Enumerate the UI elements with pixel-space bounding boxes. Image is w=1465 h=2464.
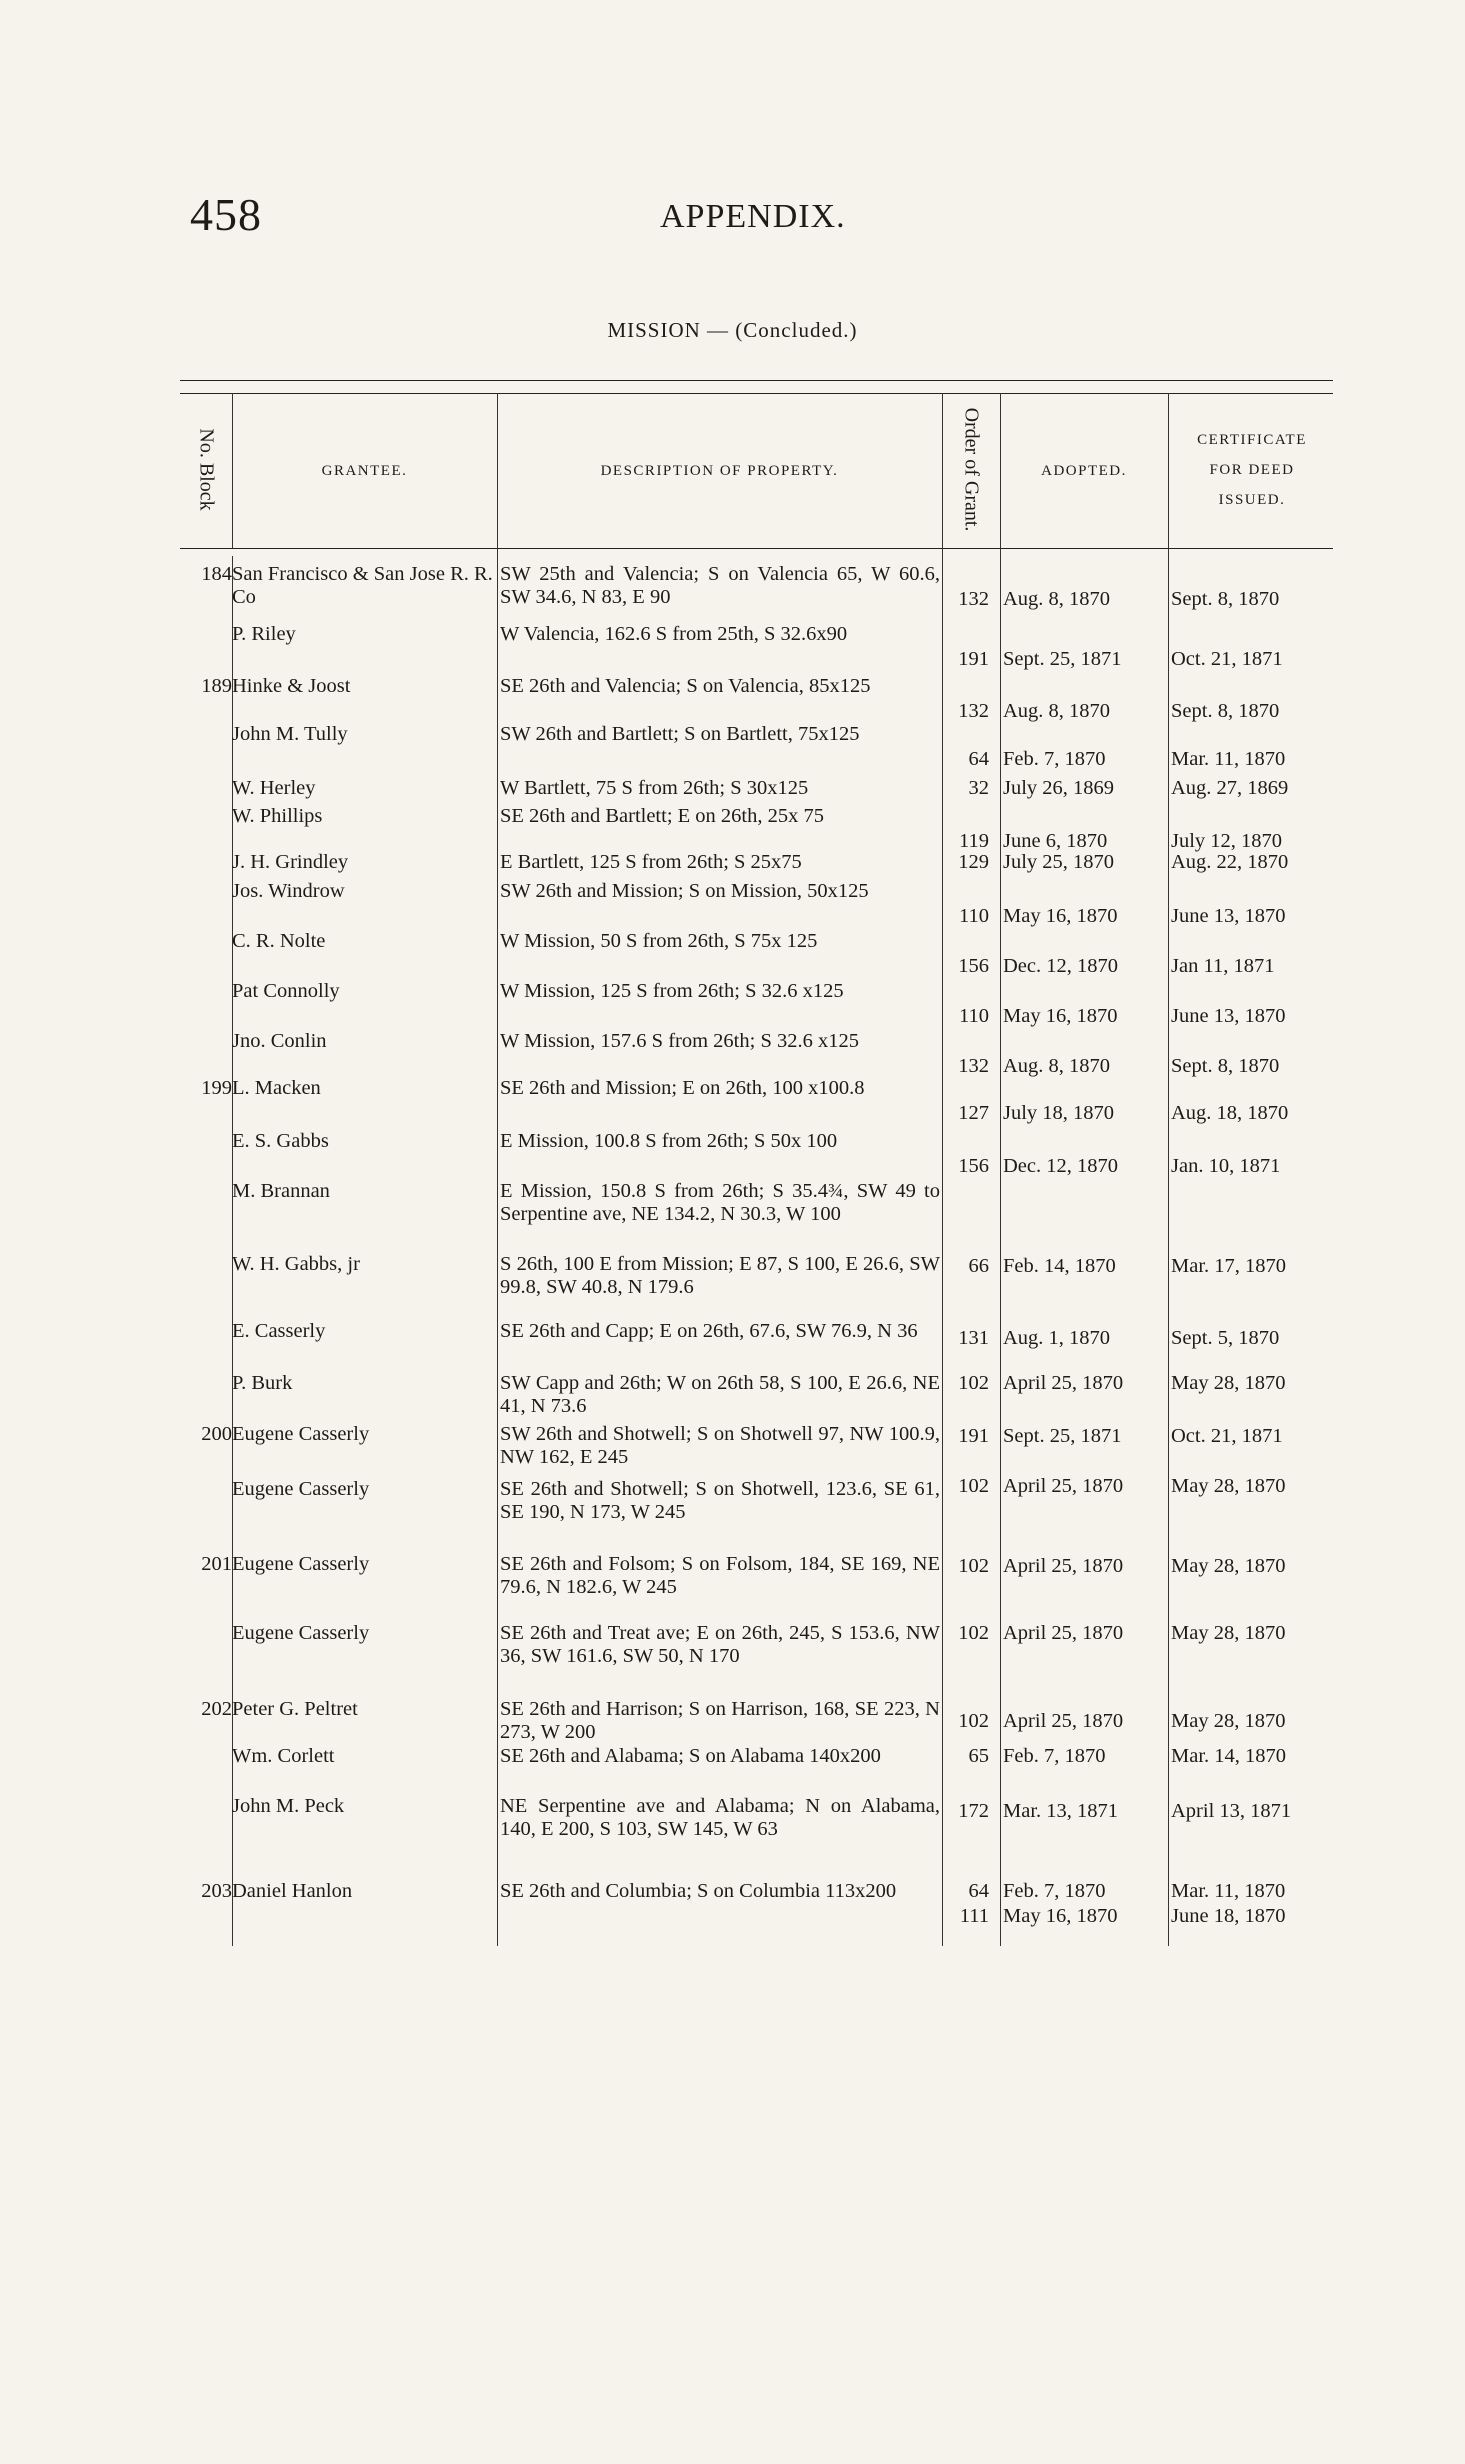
adopted-date: Feb. 7, 1870 <box>1003 1880 1106 1902</box>
adopted-date: Sept. 25, 1871 <box>1003 1425 1122 1447</box>
property-description: SE 26th and Mission; E on 26th, 100 x100.8 <box>500 1077 865 1099</box>
certificate-date: May 28, 1870 <box>1171 1622 1286 1644</box>
grantee-name: E. S. Gabbs <box>232 1130 329 1152</box>
adopted-date: July 18, 1870 <box>1003 1102 1115 1124</box>
table-top-rule <box>180 380 1333 381</box>
certificate-date: Oct. 21, 1871 <box>1171 648 1283 670</box>
order-of-grant: 131 <box>958 1327 989 1349</box>
order-of-grant: 66 <box>968 1255 989 1277</box>
property-description: W Mission, 50 S from 26th, S 75x 125 <box>500 930 818 952</box>
certificate-date: Mar. 11, 1870 <box>1171 748 1286 770</box>
property-description: SW 26th and Mission; S on Mission, 50x125 <box>500 880 869 902</box>
certificate-date: Jan 11, 1871 <box>1171 955 1275 977</box>
grantee-name: L. Macken <box>232 1077 321 1099</box>
certificate-date: Aug. 22, 1870 <box>1171 851 1289 873</box>
certificate-date: May 28, 1870 <box>1171 1555 1286 1577</box>
table-header-rule <box>180 548 1333 549</box>
grantee-name: Peter G. Peltret <box>232 1698 358 1720</box>
header-description: DESCRIPTION OF PROPERTY. <box>600 463 839 479</box>
property-description: SE 26th and Shotwell; S on Shotwell, 123.6, SE 61, SE 190, N 173, W 245 <box>500 1478 940 1523</box>
block-number: 200 <box>201 1423 232 1445</box>
order-of-grant: 129 <box>958 851 989 873</box>
property-description: S 26th, 100 E from Mission; E 87, S 100, E 26.6, SW 99.8, SW 40.8, N 179.6 <box>500 1253 940 1298</box>
grantee-name: Eugene Casserly <box>232 1423 370 1445</box>
grantee-name: Daniel Hanlon <box>232 1880 353 1902</box>
order-of-grant: 102 <box>958 1710 989 1732</box>
grantee-name: Eugene Casserly <box>232 1622 370 1644</box>
certificate-date: June 13, 1870 <box>1171 1005 1286 1027</box>
adopted-date: Aug. 1, 1870 <box>1003 1327 1111 1349</box>
property-description: W Mission, 125 S from 26th; S 32.6 x125 <box>500 980 844 1002</box>
certificate-date: May 28, 1870 <box>1171 1710 1286 1732</box>
column-divider <box>497 393 498 1946</box>
property-description: E Mission, 100.8 S from 26th; S 50x 100 <box>500 1130 838 1152</box>
adopted-date: April 25, 1870 <box>1003 1710 1124 1732</box>
order-of-grant: 127 <box>958 1102 989 1124</box>
grantee-name: Jno. Conlin <box>232 1030 327 1052</box>
grantee-name: J. H. Grindley <box>232 851 349 873</box>
block-number: 199 <box>201 1077 232 1099</box>
adopted-date: Dec. 12, 1870 <box>1003 955 1119 977</box>
property-description: SW Capp and 26th; W on 26th 58, S 100, E 26.6, NE 41, N 73.6 <box>500 1372 940 1417</box>
header-certificate-line: CERTIFICATE <box>1197 432 1307 448</box>
grantee-name: Hinke & Joost <box>232 675 351 697</box>
section-title: MISSION — (Concluded.) <box>607 318 858 342</box>
adopted-date: Feb. 7, 1870 <box>1003 1745 1106 1767</box>
header-order: Order of Grant. <box>960 407 983 532</box>
adopted-date: May 16, 1870 <box>1003 1905 1118 1927</box>
adopted-date: Aug. 8, 1870 <box>1003 700 1111 722</box>
certificate-date: June 18, 1870 <box>1171 1905 1286 1927</box>
grantee-name: Eugene Casserly <box>232 1478 370 1500</box>
block-number: 184 <box>201 563 232 585</box>
order-of-grant: 64 <box>968 1880 989 1902</box>
grantee-name: M. Brannan <box>232 1180 330 1202</box>
adopted-date: April 25, 1870 <box>1003 1622 1124 1644</box>
certificate-date: Sept. 8, 1870 <box>1171 1055 1280 1077</box>
grantee-name: P. Riley <box>232 623 296 645</box>
property-description: E Mission, 150.8 S from 26th; S 35.4¾, SW 49 to Serpentine ave, NE 134.2, N 30.3, W 100 <box>500 1180 940 1225</box>
header-certificate-line: ISSUED. <box>1218 492 1286 508</box>
order-of-grant: 102 <box>958 1372 989 1394</box>
property-description: SE 26th and Valencia; S on Valencia, 85x125 <box>500 675 871 697</box>
block-number: 202 <box>201 1698 232 1720</box>
certificate-date: Aug. 27, 1869 <box>1171 777 1289 799</box>
block-number: 189 <box>201 675 232 697</box>
adopted-date: July 26, 1869 <box>1003 777 1115 799</box>
order-of-grant: 156 <box>958 955 989 977</box>
order-of-grant: 102 <box>958 1475 989 1497</box>
order-of-grant: 110 <box>959 905 989 927</box>
order-of-grant: 191 <box>958 648 989 670</box>
adopted-date: Aug. 8, 1870 <box>1003 588 1111 610</box>
order-of-grant: 132 <box>958 1055 989 1077</box>
order-of-grant: 119 <box>959 830 989 852</box>
order-of-grant: 102 <box>958 1555 989 1577</box>
order-of-grant: 132 <box>958 700 989 722</box>
header-certificate-line: FOR DEED <box>1209 462 1295 478</box>
order-of-grant: 111 <box>959 1905 989 1927</box>
property-description: W Bartlett, 75 S from 26th; S 30x125 <box>500 777 809 799</box>
grantee-name: W. Herley <box>232 777 316 799</box>
block-number: 201 <box>201 1553 232 1575</box>
certificate-date: Oct. 21, 1871 <box>1171 1425 1283 1447</box>
adopted-date: Feb. 7, 1870 <box>1003 748 1106 770</box>
property-description: SE 26th and Bartlett; E on 26th, 25x 75 <box>500 805 824 827</box>
adopted-date: Sept. 25, 1871 <box>1003 648 1122 670</box>
adopted-date: April 25, 1870 <box>1003 1555 1124 1577</box>
adopted-date: May 16, 1870 <box>1003 905 1118 927</box>
order-of-grant: 172 <box>958 1800 989 1822</box>
grantee-name: Eugene Casserly <box>232 1553 370 1575</box>
certificate-date: Aug. 18, 1870 <box>1171 1102 1289 1124</box>
order-of-grant: 64 <box>968 748 989 770</box>
table-top-rule-2 <box>180 393 1333 394</box>
property-description: SE 26th and Alabama; S on Alabama 140x200 <box>500 1745 881 1767</box>
order-of-grant: 191 <box>958 1425 989 1447</box>
order-of-grant: 65 <box>968 1745 989 1767</box>
grantee-name: John M. Peck <box>232 1795 345 1817</box>
grantee-name: E. Casserly <box>232 1320 326 1342</box>
order-of-grant: 156 <box>958 1155 989 1177</box>
grantee-name: C. R. Nolte <box>232 930 326 952</box>
property-description: SE 26th and Capp; E on 26th, 67.6, SW 76.9, N 36 <box>500 1320 918 1342</box>
block-number: 203 <box>201 1880 232 1902</box>
adopted-date: Aug. 8, 1870 <box>1003 1055 1111 1077</box>
adopted-date: Dec. 12, 1870 <box>1003 1155 1119 1177</box>
property-description: NE Serpentine ave and Alabama; N on Alabama, 140, E 200, S 103, SW 145, W 63 <box>500 1795 940 1840</box>
certificate-date: Mar. 17, 1870 <box>1171 1255 1287 1277</box>
certificate-date: May 28, 1870 <box>1171 1372 1286 1394</box>
header-block: No. Block <box>195 428 218 511</box>
grantee-name: P. Burk <box>232 1372 293 1394</box>
order-of-grant: 32 <box>968 777 989 799</box>
adopted-date: Mar. 13, 1871 <box>1003 1800 1119 1822</box>
column-divider <box>232 556 233 1946</box>
certificate-date: June 13, 1870 <box>1171 905 1286 927</box>
grantee-name: W. Phillips <box>232 805 323 827</box>
property-description: SE 26th and Folsom; S on Folsom, 184, SE 169, NE 79.6, N 182.6, W 245 <box>500 1553 940 1598</box>
certificate-date: Sept. 8, 1870 <box>1171 700 1280 722</box>
order-of-grant: 110 <box>959 1005 989 1027</box>
certificate-date: April 13, 1871 <box>1171 1800 1292 1822</box>
property-description: SW 26th and Shotwell; S on Shotwell 97, NW 100.9, NW 162, E 245 <box>500 1423 940 1468</box>
property-description: SE 26th and Treat ave; E on 26th, 245, S 153.6, NW 36, SW 161.6, SW 50, N 170 <box>500 1622 940 1667</box>
property-description: SW 25th and Valencia; S on Valencia 65, W 60.6, SW 34.6, N 83, E 90 <box>500 563 940 608</box>
adopted-date: June 6, 1870 <box>1003 830 1108 852</box>
property-description: SE 26th and Harrison; S on Harrison, 168, SE 223, N 273, W 200 <box>500 1698 940 1743</box>
property-description: W Mission, 157.6 S from 26th; S 32.6 x125 <box>500 1030 859 1052</box>
header-certificate <box>1168 425 1336 515</box>
property-description: SE 26th and Columbia; S on Columbia 113x200 <box>500 1880 897 1902</box>
adopted-date: Feb. 14, 1870 <box>1003 1255 1116 1277</box>
page-number: 458 <box>190 189 262 240</box>
property-description: E Bartlett, 125 S from 26th; S 25x75 <box>500 851 802 873</box>
certificate-date: July 12, 1870 <box>1171 830 1283 852</box>
grantee-name: Pat Connolly <box>232 980 340 1002</box>
certificate-date: May 28, 1870 <box>1171 1475 1286 1497</box>
adopted-date: April 25, 1870 <box>1003 1372 1124 1394</box>
header-grantee: GRANTEE. <box>321 463 408 479</box>
column-divider <box>1000 393 1001 1946</box>
adopted-date: May 16, 1870 <box>1003 1005 1118 1027</box>
grantee-name: Wm. Corlett <box>232 1745 335 1767</box>
header-adopted: ADOPTED. <box>1041 463 1127 479</box>
grantee-name: Jos. Windrow <box>232 880 345 902</box>
grantee-name: W. H. Gabbs, jr <box>232 1253 360 1275</box>
certificate-date: Sept. 8, 1870 <box>1171 588 1280 610</box>
column-divider <box>1168 393 1169 1946</box>
order-of-grant: 102 <box>958 1622 989 1644</box>
property-description: W Valencia, 162.6 S from 25th, S 32.6x90 <box>500 623 848 645</box>
certificate-date: Sept. 5, 1870 <box>1171 1327 1280 1349</box>
grantee-name: San Francisco & San Jose R. R. Co <box>232 563 493 608</box>
adopted-date: April 25, 1870 <box>1003 1475 1124 1497</box>
grantee-name: John M. Tully <box>232 723 348 745</box>
certificate-date: Mar. 11, 1870 <box>1171 1880 1286 1902</box>
running-head: APPENDIX. <box>660 198 846 235</box>
certificate-date: Jan. 10, 1871 <box>1171 1155 1281 1177</box>
certificate-date: Mar. 14, 1870 <box>1171 1745 1287 1767</box>
adopted-date: July 25, 1870 <box>1003 851 1115 873</box>
order-of-grant: 132 <box>958 588 989 610</box>
property-description: SW 26th and Bartlett; S on Bartlett, 75x125 <box>500 723 860 745</box>
